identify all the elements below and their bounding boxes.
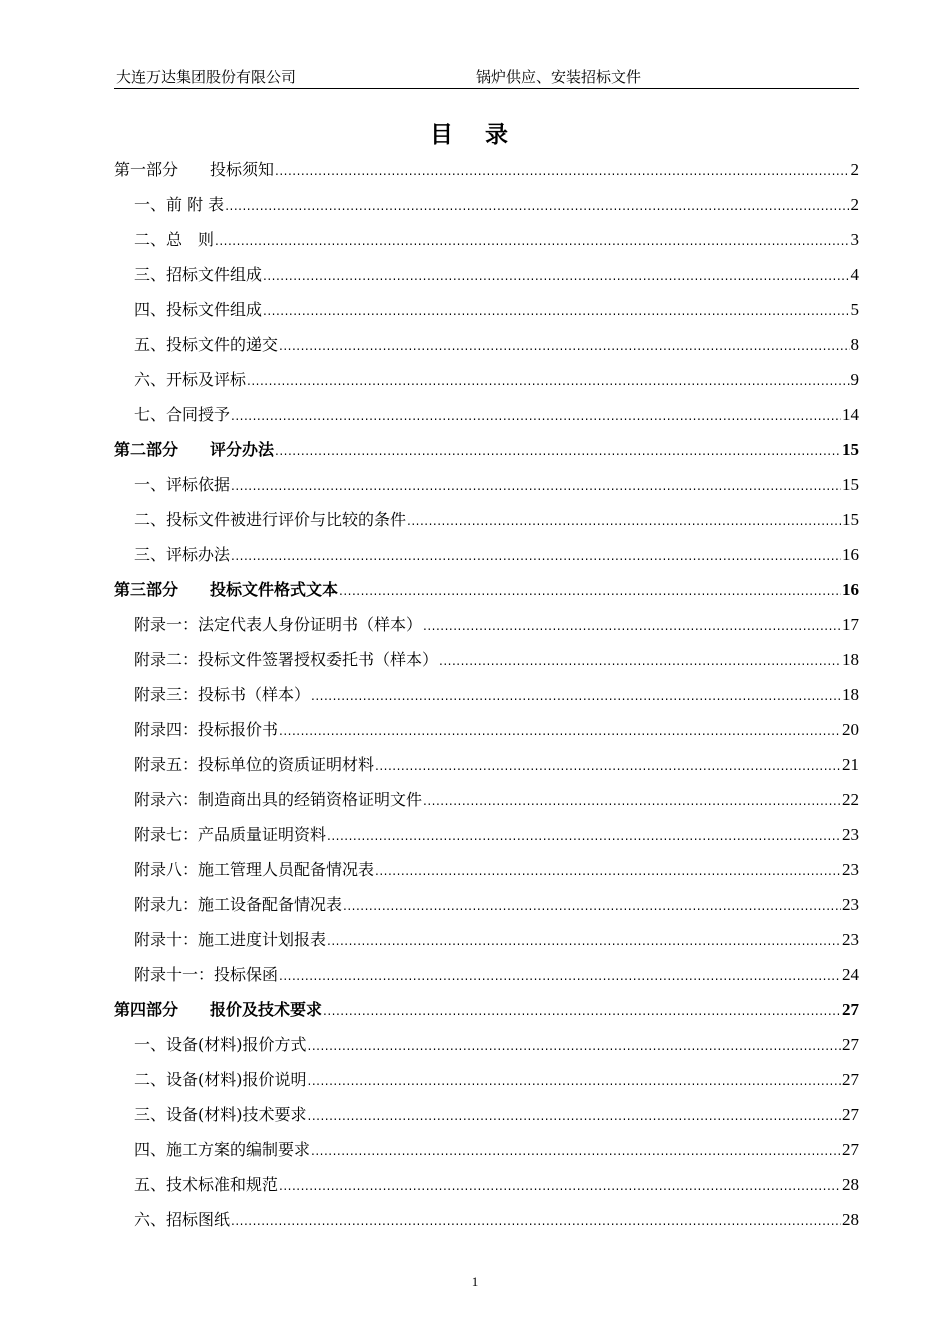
toc-dot-leader [423, 609, 841, 644]
header-document-title: 锅炉供应、安装招标文件 [476, 68, 642, 86]
toc-entry[interactable] [114, 327, 859, 362]
toc-dot-leader [231, 539, 841, 574]
toc-page-number: 28 [842, 1175, 859, 1194]
toc-entry-label: 二、投标文件被进行评价与比较的条件 [134, 510, 407, 529]
toc-part-number: 第三部分 [114, 580, 179, 599]
toc-title: 目 录 [429, 122, 520, 148]
toc-page-number: 18 [842, 685, 859, 704]
toc-entry[interactable] [114, 537, 859, 572]
toc-entry-label: 二、设备(材料)报价说明 [134, 1070, 307, 1089]
toc-entry[interactable] [114, 362, 859, 397]
toc-part-title: 投标须知 [210, 160, 275, 179]
toc-dot-leader [279, 329, 849, 364]
toc-dot-leader [327, 819, 841, 854]
toc-dot-leader [279, 1169, 841, 1204]
toc-entry[interactable] [114, 607, 859, 642]
toc-page-number: 22 [842, 790, 859, 809]
toc-dot-leader [407, 504, 841, 539]
toc-entry[interactable] [114, 397, 859, 432]
page-number: 1 [471, 1274, 479, 1289]
toc-dot-leader [308, 1064, 842, 1099]
toc-page-number: 28 [842, 1210, 859, 1229]
toc-entry-label: 附录十：施工进度计划报表 [134, 930, 327, 949]
toc-dot-leader [323, 994, 841, 1029]
toc-page-number: 14 [842, 405, 859, 424]
toc-page-number: 9 [850, 370, 859, 389]
toc-entry-label: 三、评标办法 [134, 545, 231, 564]
toc-entry[interactable] [114, 187, 859, 222]
toc-entry-label: 附录八：施工管理人员配备情况表 [134, 860, 375, 879]
toc-entry[interactable] [114, 817, 859, 852]
toc-entry-label: 一、评标依据 [134, 475, 231, 494]
toc-part-number: 第四部分 [114, 1000, 179, 1019]
toc-entry[interactable] [114, 1027, 859, 1062]
page-header [114, 62, 859, 89]
toc-entry-label [114, 432, 274, 467]
toc-entry[interactable] [114, 467, 859, 502]
toc-entry[interactable] [114, 292, 859, 327]
toc-page-number: 23 [842, 825, 859, 844]
toc-entry-label: 一、设备(材料)报价方式 [134, 1035, 307, 1054]
toc-entry[interactable] [114, 712, 859, 747]
toc-entry-label: 五、投标文件的递交 [134, 335, 279, 354]
toc-page-number: 4 [850, 265, 859, 284]
toc-entry[interactable] [114, 1132, 859, 1167]
toc-dot-leader [343, 889, 841, 924]
toc-entry-label: 附录二：投标文件签署授权委托书（样本） [134, 650, 439, 669]
toc-entry[interactable] [114, 257, 859, 292]
toc-part-entry[interactable] [114, 572, 859, 607]
toc-entry[interactable] [114, 852, 859, 887]
toc-entry-label: 附录一：法定代表人身份证明书（样本） [134, 615, 423, 634]
toc-page-number: 16 [842, 545, 859, 564]
toc-page-number: 8 [850, 335, 859, 354]
toc-part-entry[interactable] [114, 432, 859, 467]
toc-entry[interactable] [114, 957, 859, 992]
toc-dot-leader [275, 434, 841, 469]
toc-part-number: 第二部分 [114, 440, 179, 459]
toc-part-number: 第一部分 [114, 160, 179, 179]
toc-entry[interactable] [114, 922, 859, 957]
toc-page-number: 23 [842, 895, 859, 914]
toc-page-number: 27 [842, 1105, 859, 1124]
toc-page-number: 2 [850, 195, 859, 214]
toc-entry-label: 二、总 则 [134, 230, 215, 249]
toc-entry[interactable] [114, 642, 859, 677]
toc-entry[interactable] [114, 1097, 859, 1132]
toc-entry[interactable] [114, 747, 859, 782]
toc-page-number: 15 [842, 510, 859, 529]
toc-page-number: 23 [842, 930, 859, 949]
toc-page-number: 24 [842, 965, 859, 984]
toc-part-title: 投标文件格式文本 [210, 580, 339, 599]
toc-part-title: 评分办法 [210, 440, 275, 459]
toc-entry[interactable] [114, 1167, 859, 1202]
toc-page-number: 23 [842, 860, 859, 879]
toc-dot-leader [327, 924, 841, 959]
toc-dot-leader [279, 714, 841, 749]
toc-part-entry[interactable] [114, 992, 859, 1027]
toc-dot-leader [263, 294, 849, 329]
toc-entry-label: 三、设备(材料)技术要求 [134, 1105, 307, 1124]
toc-dot-leader [423, 784, 841, 819]
toc-dot-leader [231, 469, 841, 504]
toc-entry-label: 四、投标文件组成 [134, 300, 263, 319]
toc-page-number: 27 [842, 1140, 859, 1159]
toc-entry-label: 附录三：投标书（样本） [134, 685, 311, 704]
toc-entry-label: 附录九：施工设备配备情况表 [134, 895, 343, 914]
toc-dot-leader [308, 1099, 842, 1134]
toc-entry-label: 六、开标及评标 [134, 370, 247, 389]
toc-page-number: 5 [850, 300, 859, 319]
toc-entry-label: 四、施工方案的编制要求 [134, 1140, 311, 1159]
toc-entry-label: 七、合同授予 [134, 405, 231, 424]
toc-page-number: 15 [842, 475, 859, 494]
toc-dot-leader [263, 259, 849, 294]
toc-page-number: 21 [842, 755, 859, 774]
toc-entry-label [114, 992, 322, 1027]
toc-page-number: 3 [850, 230, 859, 249]
toc-dot-leader [339, 574, 841, 609]
toc-entry-label: 附录十一：投标保函 [134, 965, 279, 984]
toc-dot-leader [375, 749, 841, 784]
toc-dot-leader [247, 364, 849, 399]
toc-dot-leader [311, 1134, 841, 1169]
toc-dot-leader [231, 399, 841, 434]
toc-entry[interactable] [114, 782, 859, 817]
toc-entry-label: 一、前 附 表 [134, 195, 225, 214]
toc-entry[interactable] [114, 222, 859, 257]
header-company: 大连万达集团股份有限公司 [116, 68, 297, 86]
toc-page-number: 27 [842, 1000, 859, 1019]
toc-entry-label: 三、招标文件组成 [134, 265, 263, 284]
toc-page-number: 27 [842, 1070, 859, 1089]
toc-page-number: 27 [842, 1035, 859, 1054]
toc-entry-label: 附录七：产品质量证明资料 [134, 825, 327, 844]
toc-entry-label: 附录六：制造商出具的经销资格证明文件 [134, 790, 423, 809]
toc-page-number: 2 [850, 160, 859, 179]
table-of-contents [114, 152, 859, 1237]
toc-dot-leader [308, 1029, 842, 1064]
toc-page-number: 16 [842, 580, 859, 599]
toc-dot-leader [375, 854, 841, 889]
toc-page-number: 15 [842, 440, 859, 459]
toc-dot-leader [225, 189, 849, 224]
toc-page-number: 17 [842, 615, 859, 634]
toc-page-number: 20 [842, 720, 859, 739]
toc-part-title: 报价及技术要求 [210, 1000, 323, 1019]
toc-entry-label [114, 152, 274, 187]
toc-dot-leader [439, 644, 841, 679]
toc-entry-label: 五、技术标准和规范 [134, 1175, 279, 1194]
toc-entry-label: 六、招标图纸 [134, 1210, 231, 1229]
toc-dot-leader [215, 224, 849, 259]
toc-entry[interactable] [114, 502, 859, 537]
toc-entry-label [114, 572, 338, 607]
toc-entry[interactable] [114, 677, 859, 712]
toc-part-entry[interactable] [114, 152, 859, 187]
toc-entry[interactable] [114, 887, 859, 922]
toc-dot-leader [311, 679, 841, 714]
toc-entry[interactable] [114, 1202, 859, 1237]
toc-entry-label: 附录五：投标单位的资质证明材料 [134, 755, 375, 774]
toc-dot-leader [275, 154, 849, 189]
toc-page-number: 18 [842, 650, 859, 669]
toc-dot-leader [231, 1204, 841, 1239]
toc-dot-leader [279, 959, 841, 994]
toc-entry-label: 附录四：投标报价书 [134, 720, 279, 739]
toc-entry[interactable] [114, 1062, 859, 1097]
